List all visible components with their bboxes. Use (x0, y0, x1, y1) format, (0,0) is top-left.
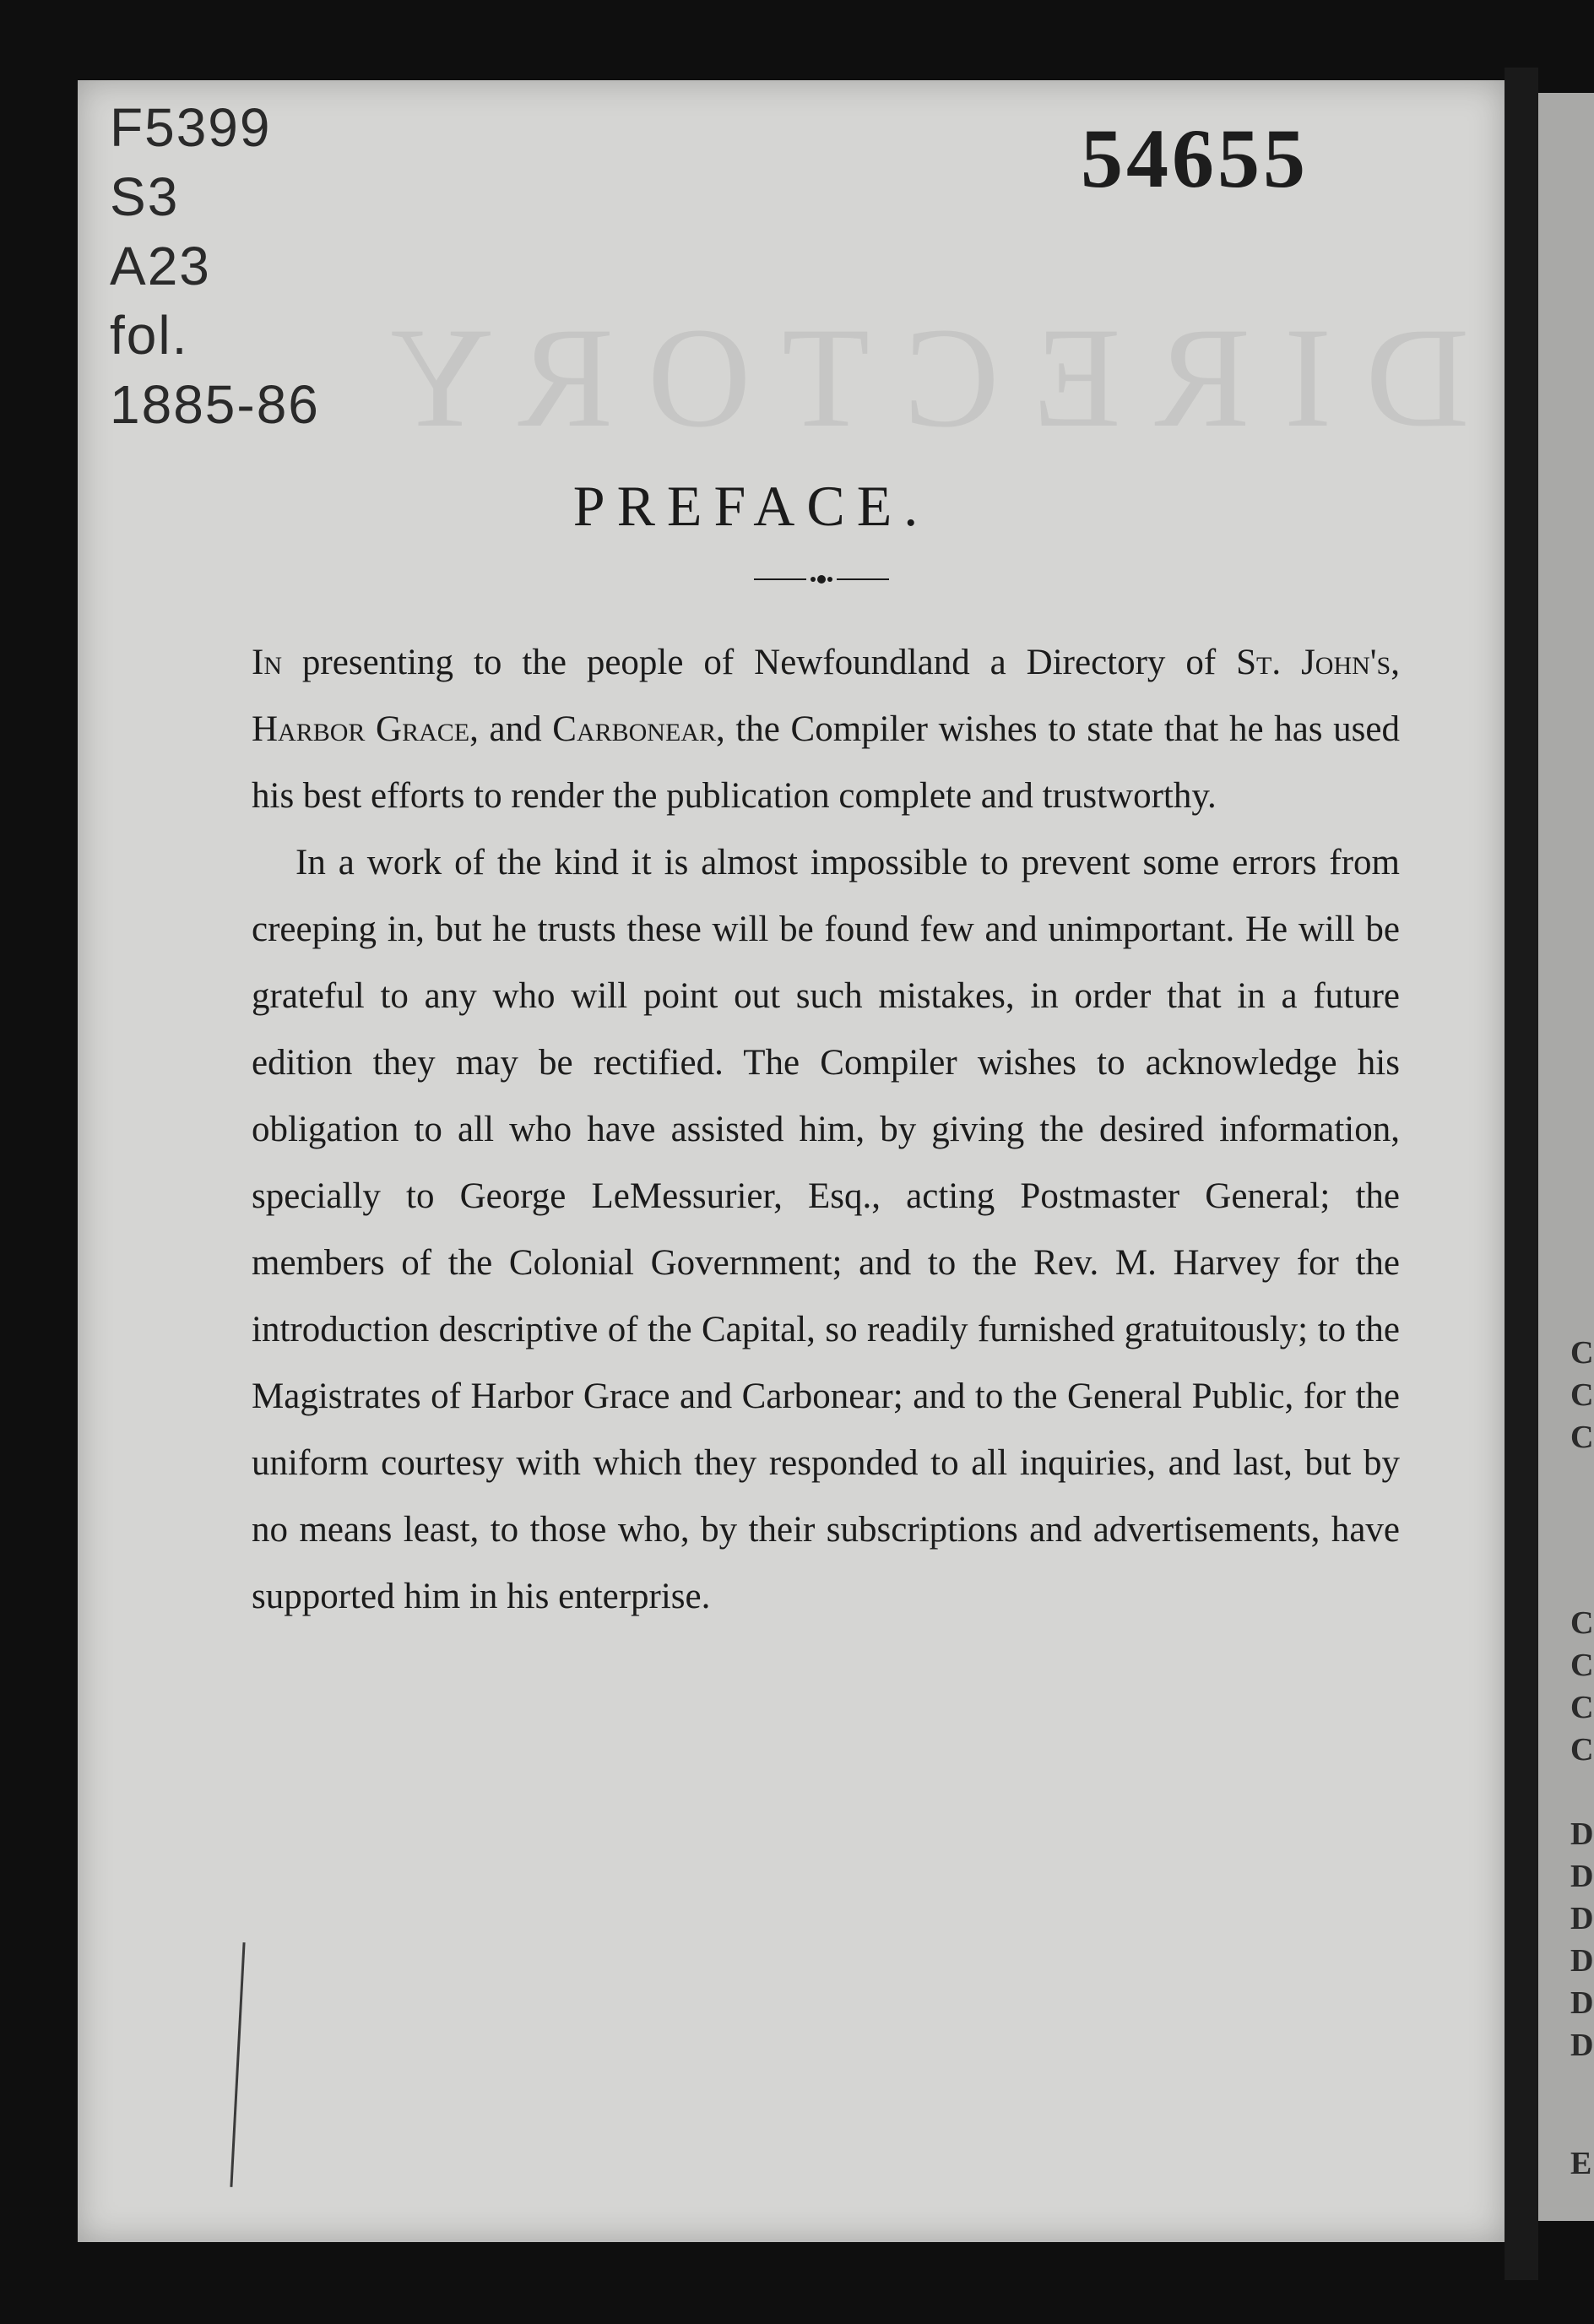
adjacent-page-letter: D (1570, 2028, 1594, 2063)
ornament-divider (754, 571, 889, 588)
place-name: Harbor Grace (252, 709, 470, 749)
text-segment: presenting to the people of Newfoundland a Directory of (281, 643, 1237, 682)
adjacent-page-letter: D (1570, 1859, 1594, 1894)
paragraph-2: In a work of the kind it is almost impossible to prevent some errors from creeping in, but he trusts these will be found few and unimportant. He will be grateful to any who will point out such mistakes, in order that in a future edition they may be rectified. The Compiler wishes to acknowledge his obligation to all who have assisted him, by giving the desired information, specially to George LeMessurier, Esq., acting Postmaster General; the members of the Colonial Government; and to the Rev. M. Harvey for the introduction descriptive of the Capital, so readily furnished gratuitously; to the Magistrates of Harbor Grace and Carbonear; and to the General Public, for the uniform courtesy with which they responded to all inquiries, and last, but by no means least, to those who, by their subscriptions and advertisements, have supported him in his enterprise. (252, 843, 1400, 1616)
adjacent-page-letter: C (1570, 1732, 1594, 1767)
adjacent-page-letter: D (1570, 1943, 1594, 1979)
handwritten-catalog-note (110, 93, 320, 439)
text-segment: , and (469, 709, 553, 749)
adjacent-page-letter: D (1570, 1901, 1594, 1936)
adjacent-page-letter: C (1570, 1335, 1594, 1371)
catalog-line: A23 (110, 236, 211, 296)
adjacent-page-letter: D (1570, 1816, 1594, 1852)
catalog-line: S3 (110, 166, 180, 227)
catalog-line: F5399 (110, 97, 272, 158)
adjacent-page-edge (1538, 93, 1594, 2221)
place-name: St. John's (1236, 643, 1391, 682)
adjacent-page-letter: C (1570, 1377, 1594, 1413)
catalog-line: fol. (110, 305, 189, 366)
adjacent-page-letter: C (1570, 1605, 1594, 1641)
accession-number: 54655 (1081, 111, 1309, 205)
text-segment: , (1391, 643, 1400, 682)
preface-body (252, 629, 1400, 1630)
paragraph-lead: In (252, 643, 282, 682)
adjacent-page-letter: C (1570, 1690, 1594, 1725)
adjacent-page-letter: D (1570, 1985, 1594, 2021)
paragraph-1 (252, 629, 1400, 829)
adjacent-page-letter: E (1570, 2146, 1592, 2181)
show-through-bleed: DIRECTORY (355, 298, 1470, 457)
adjacent-page-letter: C (1570, 1648, 1594, 1683)
text-segment: , the Compiler wishes to state that he has used his best efforts to render the publication complete and trustworthy. (252, 709, 1400, 816)
page-title: PREFACE. (572, 474, 930, 538)
adjacent-page-letter: C (1570, 1420, 1594, 1455)
catalog-line: 1885-86 (110, 374, 320, 435)
page-gutter (1505, 68, 1538, 2280)
place-name: Carbonear (552, 709, 716, 749)
